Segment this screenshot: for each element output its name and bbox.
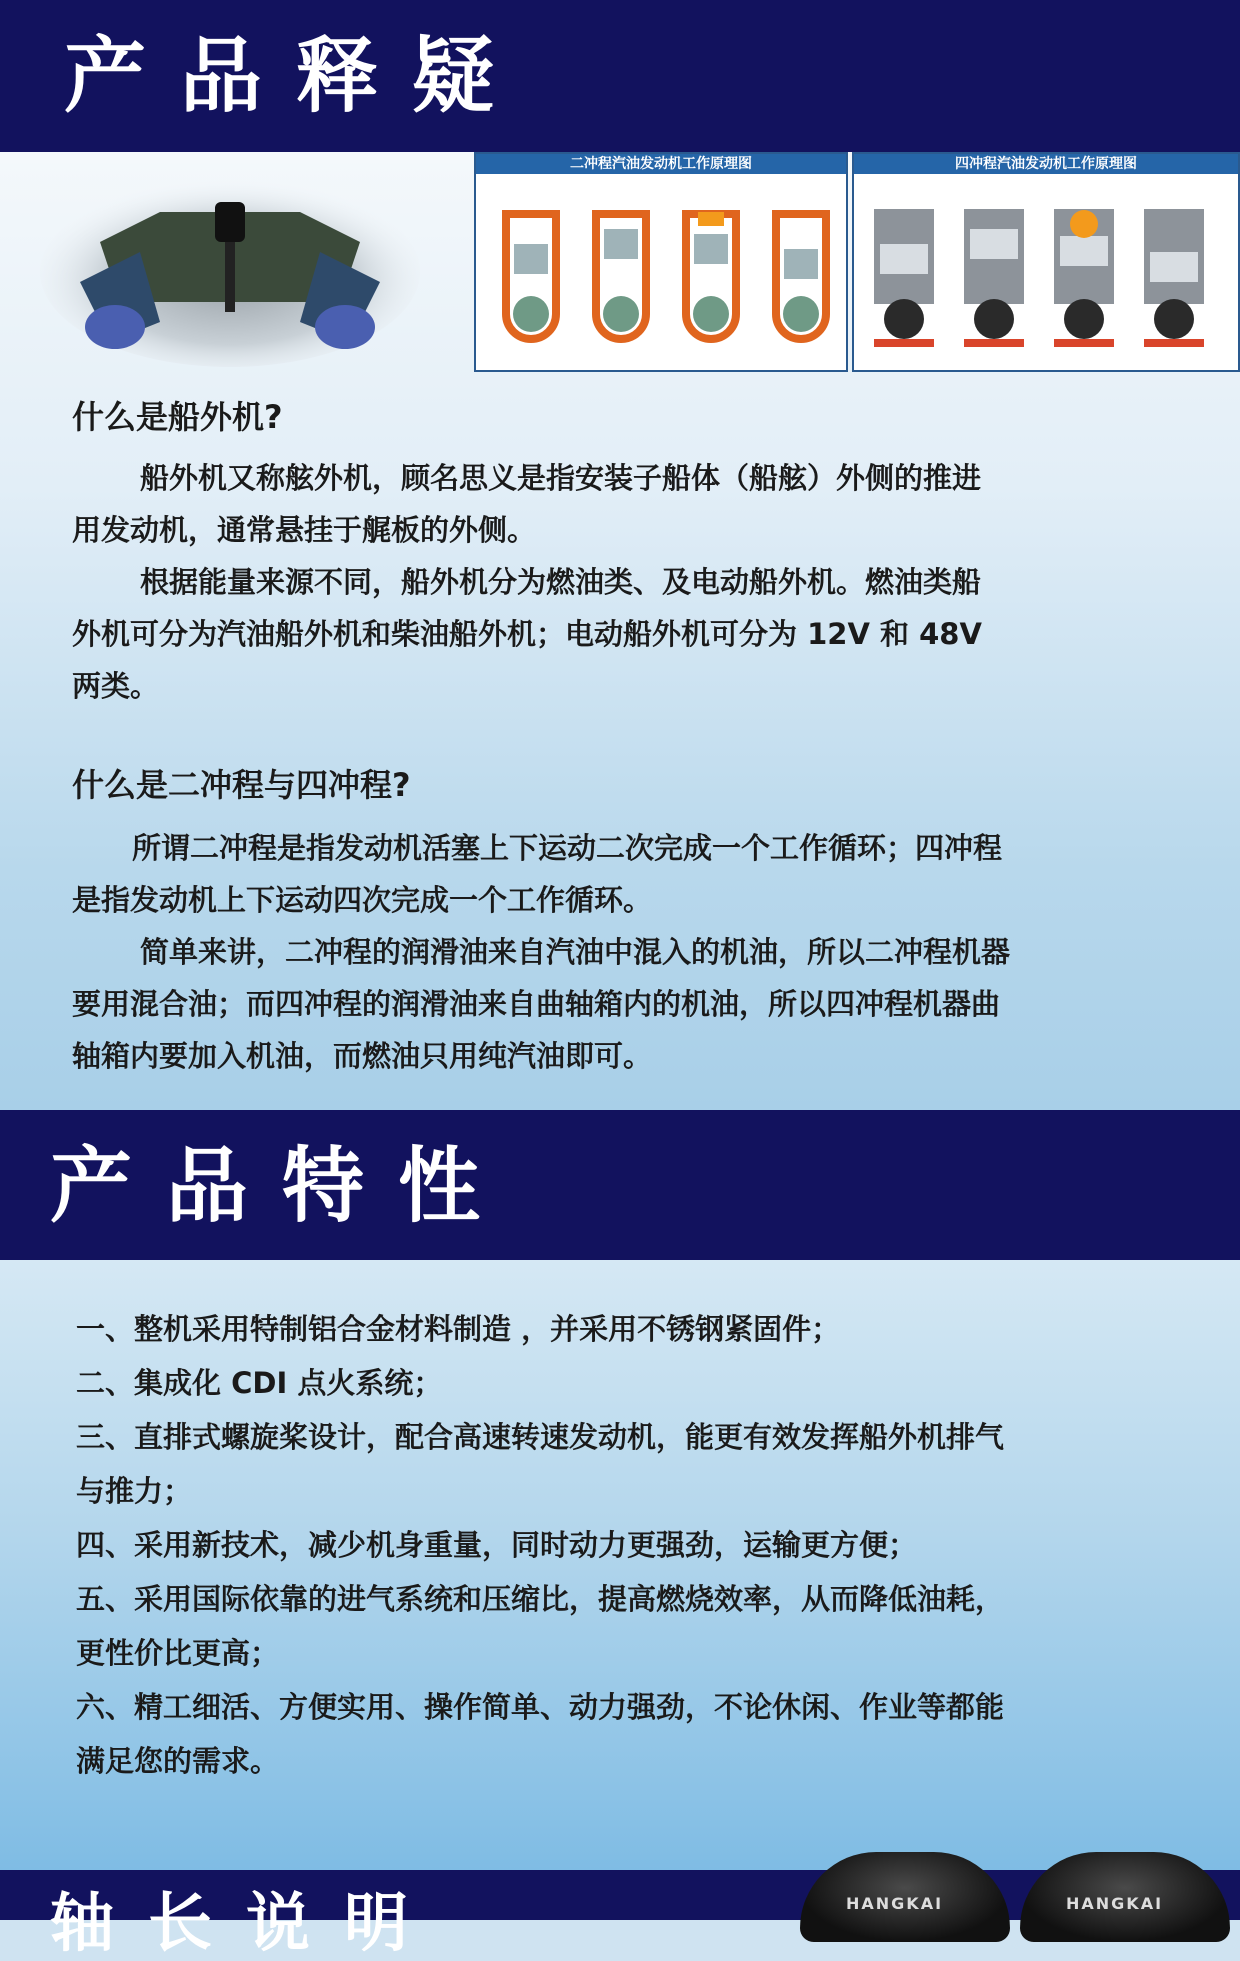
boat-photo (40, 172, 420, 362)
answer-line: 外机可分为汽油船外机和柴油船外机；电动船外机可分为 12V 和 48V (72, 617, 982, 651)
motor-brand-label: HANGKAI (1066, 1894, 1164, 1913)
feature-item: 更性价比更高； (76, 1636, 280, 1670)
feature-list (76, 1302, 1176, 1788)
feature-item: 五、采用国际依靠的进气系统和压缩比，提高燃烧效率，从而降低油耗， (76, 1582, 1005, 1616)
faq-answer-outboard (72, 452, 1172, 712)
feature-item: 四、采用新技术，减少机身重量，同时动力更强劲，运输更方便； (76, 1528, 918, 1562)
answer-line: 船外机又称舷外机，顾名思义是指安装子船体（船舷）外侧的推进 (140, 461, 982, 495)
feature-item: 二、集成化 CDI 点火系统； (76, 1366, 443, 1400)
feature-item: 六、精工细活、方便实用、操作简单、动力强劲，不论休闲、作业等都能 (76, 1690, 1005, 1724)
feature-item: 三、直排式螺旋桨设计，配合高速转速发动机，能更有效发挥船外机排气 (76, 1420, 1005, 1454)
section-title-shaft: 轴长说明 (50, 1887, 442, 1961)
answer-line: 是指发动机上下运动四次完成一个工作循环。 (72, 883, 653, 917)
feature-item: 一、整机采用特制铝合金材料制造 ，并采用不锈钢紧固件； (76, 1312, 841, 1346)
answer-line: 所谓二冲程是指发动机活塞上下运动二次完成一个工作循环；四冲程 (132, 831, 1003, 865)
answer-line: 轴箱内要加入机油，而燃油只用纯汽油即可。 (72, 1039, 653, 1073)
two-stroke-illustration (476, 174, 846, 370)
features-section (0, 1260, 1240, 1870)
faq-question-outboard: 什么是船外机? (72, 398, 283, 436)
two-stroke-diagram-title: 二冲程汽油发动机工作原理图 (476, 154, 846, 174)
faq-question-stroke: 什么是二冲程与四冲程? (72, 766, 411, 804)
answer-line: 两类。 (72, 669, 160, 703)
answer-line: 要用混合油；而四冲程的润滑油来自曲轴箱内的机油，所以四冲程机器曲 (72, 987, 1001, 1021)
four-stroke-diagram (852, 152, 1240, 372)
outboard-motor-image (1020, 1852, 1230, 1942)
four-stroke-illustration (854, 174, 1238, 370)
answer-line: 简单来讲，二冲程的润滑油来自汽油中混入的机油，所以二冲程机器 (140, 935, 1011, 969)
feature-item: 与推力； (76, 1474, 193, 1508)
section-title-faq: 产品释疑 (64, 29, 529, 124)
answer-line: 根据能量来源不同，船外机分为燃油类、及电动船外机。燃油类船 (140, 565, 982, 599)
outboard-motor-image (800, 1852, 1010, 1942)
section-title-features: 产品特性 (50, 1139, 515, 1234)
faq-section (0, 152, 1240, 1110)
two-stroke-diagram (474, 152, 848, 372)
four-stroke-diagram-title: 四冲程汽油发动机工作原理图 (854, 154, 1238, 174)
motor-brand-label: HANGKAI (846, 1894, 944, 1913)
answer-line: 用发动机，通常悬挂于艉板的外侧。 (72, 513, 537, 547)
header-banner-faq (0, 0, 1240, 152)
feature-item: 满足您的需求。 (76, 1744, 280, 1778)
faq-answer-stroke (72, 822, 1172, 1082)
header-banner-features (0, 1110, 1240, 1260)
